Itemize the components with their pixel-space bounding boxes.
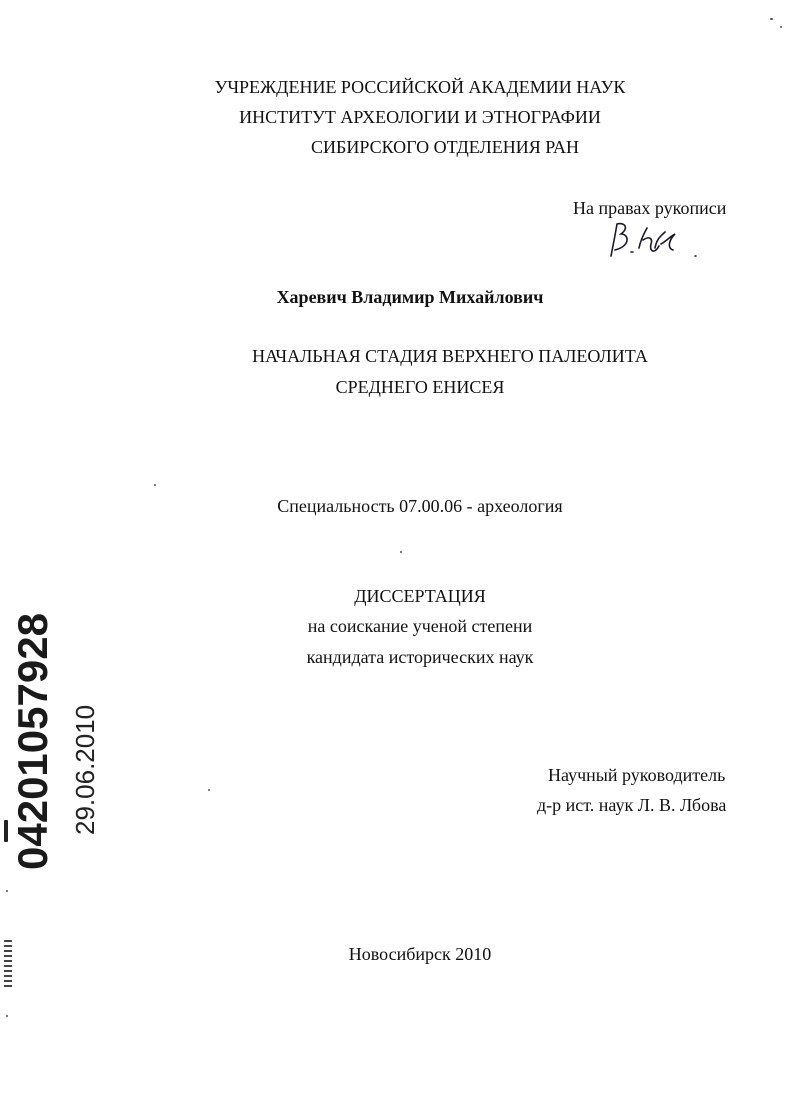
handwritten-signature: [603, 218, 699, 262]
city-year: Новосибирск 2010: [348, 944, 492, 964]
degree-line-2: кандидата исторических наук: [306, 647, 534, 667]
institution-line-2: ИНСТИТУТ АРХЕОЛОГИИ И ЭТНОГРАФИИ: [239, 107, 601, 127]
dissertation-heading: ДИССЕРТАЦИЯ: [354, 586, 486, 606]
stamp-date: 29.06.2010: [70, 704, 100, 835]
scan-speck: [6, 1015, 8, 1017]
institution-line-3: СИБИРСКОГО ОТДЕЛЕНИЯ РАН: [311, 137, 579, 157]
dissertation-title-line-2: СРЕДНЕГО ЕНИСЕЯ: [335, 377, 505, 397]
author-name: Харевич Владимир Михайлович: [276, 287, 544, 307]
scan-speck: [6, 890, 8, 892]
scan-speck: [154, 484, 156, 486]
scan-speck: [780, 26, 782, 28]
scan-speck: [770, 18, 773, 20]
library-stamp: [9, 613, 100, 870]
supervisor-name: д-р ист. наук Л. В. Лбова: [537, 795, 727, 815]
institution-line-1: УЧРЕЖДЕНИЕ РОССИЙСКОЙ АКАДЕМИИ НАУК: [214, 77, 626, 97]
scan-speck: [400, 551, 402, 553]
scan-speck: [4, 820, 8, 842]
supervisor-label: Научный руководитель: [548, 765, 726, 785]
scan-speck: [4, 940, 12, 990]
stamp-code: 04201057928: [9, 613, 56, 870]
dissertation-title-line-1: НАЧАЛЬНАЯ СТАДИЯ ВЕРХНЕГО ПАЛЕОЛИТА: [252, 346, 648, 366]
specialty: Специальность 07.00.06 - археология: [277, 496, 563, 516]
manuscript-note: На правах рукописи: [573, 198, 727, 218]
scan-speck: [208, 789, 210, 791]
degree-line-1: на соискание ученой степени: [307, 616, 533, 636]
